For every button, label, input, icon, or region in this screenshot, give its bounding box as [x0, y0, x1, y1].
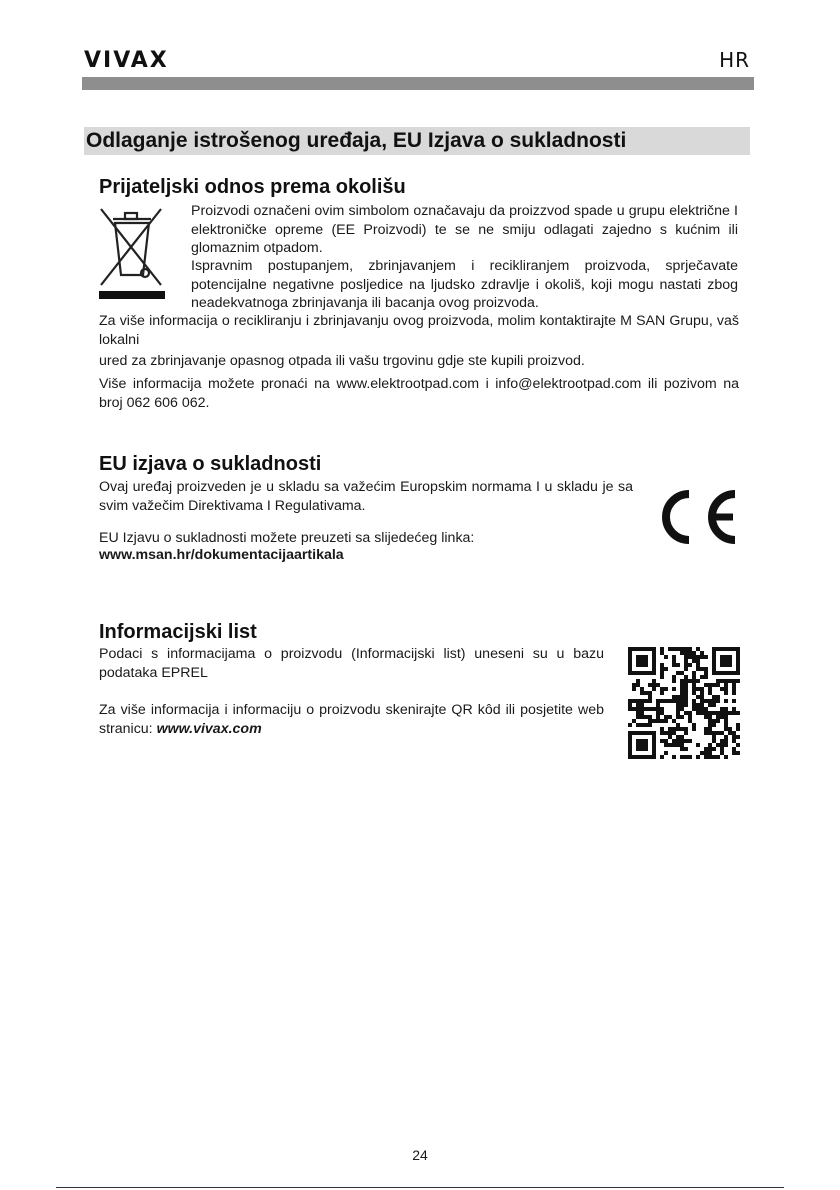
language-code: HR	[719, 48, 750, 72]
eu-documentation-link[interactable]: www.msan.hr/dokumentacijaartikala	[99, 547, 344, 563]
environment-paragraph-2: Ispravnim postupanjem, zbrinjavanjem i recikliranjem proizvoda, sprječavate potencijalne negativne posljedice na ljudsko zdravlje i okoliš, koji mogu nastati zbog neadekvatnoga zbrinjavanja ili bacanja ovog proizvoda.	[191, 258, 738, 311]
info-paragraph-2	[99, 701, 604, 738]
environment-paragraph-1: Proizvodi označeni ovim simbolom označavaju da proizzvod spade u grupu električne I elektroničke opreme (EE Proizvodi) te se ne smiju odlagati zajedno s kućnim ili glomaznim otpadom.	[191, 203, 738, 256]
environment-heading: Prijateljski odnos prema okolišu	[99, 176, 406, 198]
qr-code-icon	[628, 647, 740, 759]
ce-mark-icon	[651, 486, 741, 548]
eu-paragraph-1: Ovaj uređaj proizveden je u skladu sa važećim Europskim normama I u skladu je sa svim važečim Direktivama I Regulativama.	[99, 479, 633, 514]
info-paragraph-2-text: Za više informacija i informaciju o proizvodu skenirajte QR kôd ili posjetite web stranicu:	[99, 702, 604, 737]
header-divider-bar	[82, 77, 754, 90]
eu-heading: EU izjava o sukladnosti	[99, 453, 322, 475]
info-paragraph-1: Podaci s informacijama o proizvodu (Informacijski list) uneseni su u bazu podataka EPREL	[99, 646, 604, 681]
brand-logo: VIVAX	[84, 48, 169, 73]
eu-paragraph-2: EU Izjavu o sukladnosti možete preuzeti sa slijedećeg linka:	[99, 530, 475, 546]
environment-paragraph-3: Za više informacija o recikliranju i zbrinjavanju ovog proizvoda, molim kontaktirajte M SAN Grupu, vaš lokalni	[99, 313, 739, 348]
info-heading: Informacijski list	[99, 621, 257, 643]
vivax-website-link[interactable]: www.vivax.com	[156, 720, 262, 737]
environment-paragraph-5: Više informacija možete pronaći na www.elektrootpad.com i info@elektrootpad.com ili pozivom na broj 062 606 062.	[99, 376, 739, 411]
environment-paragraph-4: ured za zbrinjavanje opasnog otpada ili vašu trgovinu gdje ste kupili proizvod.	[99, 353, 585, 369]
footer-divider	[56, 1187, 784, 1188]
weee-crossed-bin-icon	[97, 205, 167, 301]
section-title: Odlaganje istrošenog uređaja, EU Izjava o sukladnosti	[86, 129, 627, 152]
page-number: 24	[412, 1147, 428, 1163]
